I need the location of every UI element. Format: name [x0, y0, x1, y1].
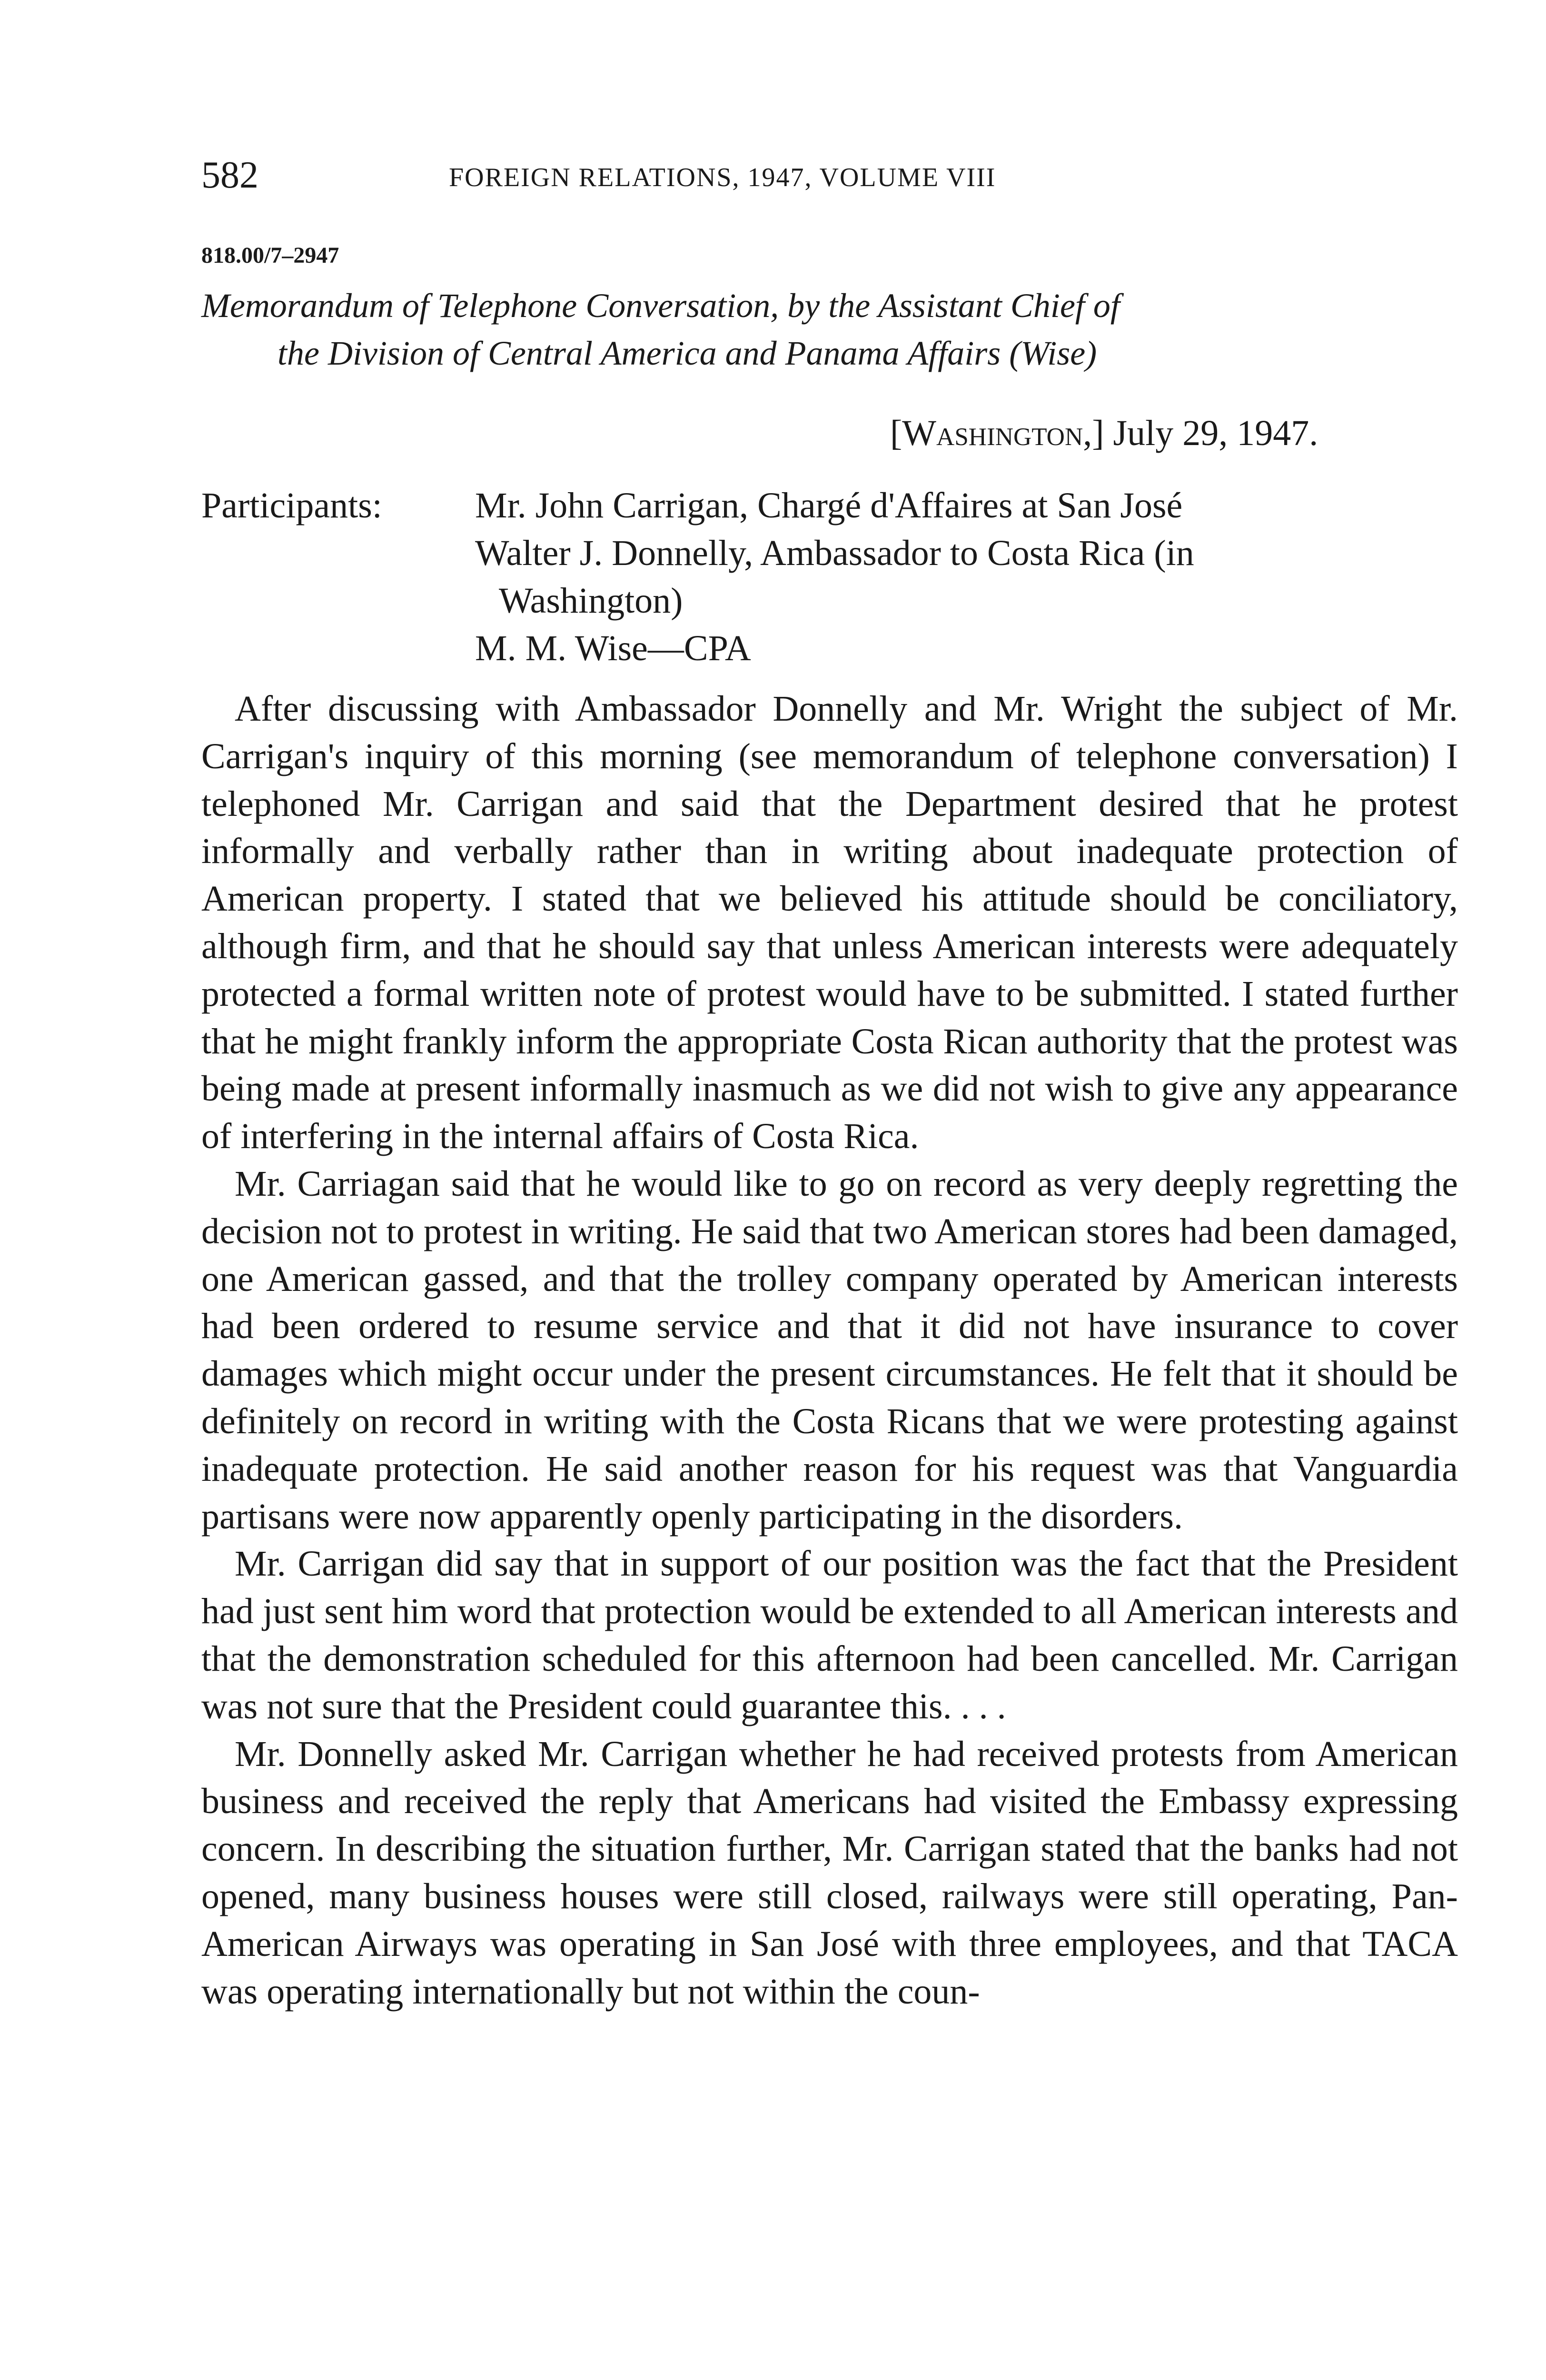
- page-header: [201, 151, 1210, 204]
- memo-title-line-2: the Division of Central America and Panama Affairs (Wise): [277, 334, 1097, 372]
- page-number: 582: [201, 154, 258, 196]
- participants-list: [475, 482, 1458, 672]
- file-number: 818.00/7–2947: [201, 243, 339, 268]
- dateline: [890, 409, 1318, 457]
- dateline-date: July 29, 1947.: [1113, 413, 1318, 453]
- memo-title-line-1: Memorandum of Telephone Conversation, by the Assistant Chief of: [201, 287, 1120, 325]
- running-head: FOREIGN RELATIONS, 1947, VOLUME VIII: [449, 163, 996, 192]
- memo-title: [201, 282, 1458, 377]
- body-paragraph: Mr. Donnelly asked Mr. Carrigan whether he had received protests from American business and received the reply that Americans had visited the Embassy expressing concern. In describing the situation further, Mr. Carrigan stated that the banks had not opened, many business houses were still closed, railways were still operating, Pan-American Airways was operating in San José with three employees, and that TACA was operating internationally but not within the coun-: [201, 1734, 1458, 2012]
- participants-label: Participants:: [201, 486, 382, 526]
- body-paragraph: After discussing with Ambassador Donnelly and Mr. Wright the subject of Mr. Carrigan's inquiry of this morning (see memorandum of telephone conversation) I telephoned Mr. Carrigan and said that the Department desired that he protest informally and verbally rather than in writing about inadequate protection of American property. I stated that we believed his attitude should be conciliatory, although firm, and that he should say that unless American interests were adequately protected a formal written note of protest would have to be submitted. I stated further that he might frankly inform the appropriate Costa Rican authority that the protest was being made at present informally inasmuch as we did not wish to give any appearance of interfering in the internal affairs of Costa Rica.: [201, 689, 1458, 1157]
- participant-entry: M. M. Wise—CPA: [475, 628, 751, 668]
- body-paragraph: Mr. Carrigan did say that in support of our position was the fact that the President had just sent him word that protection would be extended to all American interests and that the demonstration scheduled for this afternoon had been cancelled. Mr. Carrigan was not sure that the President could guarantee this. . . .: [201, 1544, 1458, 1726]
- participant-entry: Walter J. Donnelly, Ambassador to Costa Rica (in: [475, 533, 1194, 573]
- participant-entry: Mr. John Carrigan, Chargé d'Affaires at San José: [475, 486, 1183, 526]
- memo-body: [201, 685, 1458, 2015]
- participant-entry-continuation: Washington): [499, 581, 683, 621]
- dateline-place: [Washington,]: [890, 413, 1104, 453]
- body-paragraph: Mr. Carriagan said that he would like to go on record as very deeply regretting the decision not to protest in writing. He said that two American stores had been damaged, one American gassed, and that the trolley company operated by American interests had been ordered to resume service and that it did not have insurance to cover damages which might occur under the present circumstances. He felt that it should be definitely on record in writing with the Costa Ricans that we were protesting against inadequate protection. He said another reason for his request was that Vanguardia partisans were now apparently openly participating in the disorders.: [201, 1163, 1458, 1537]
